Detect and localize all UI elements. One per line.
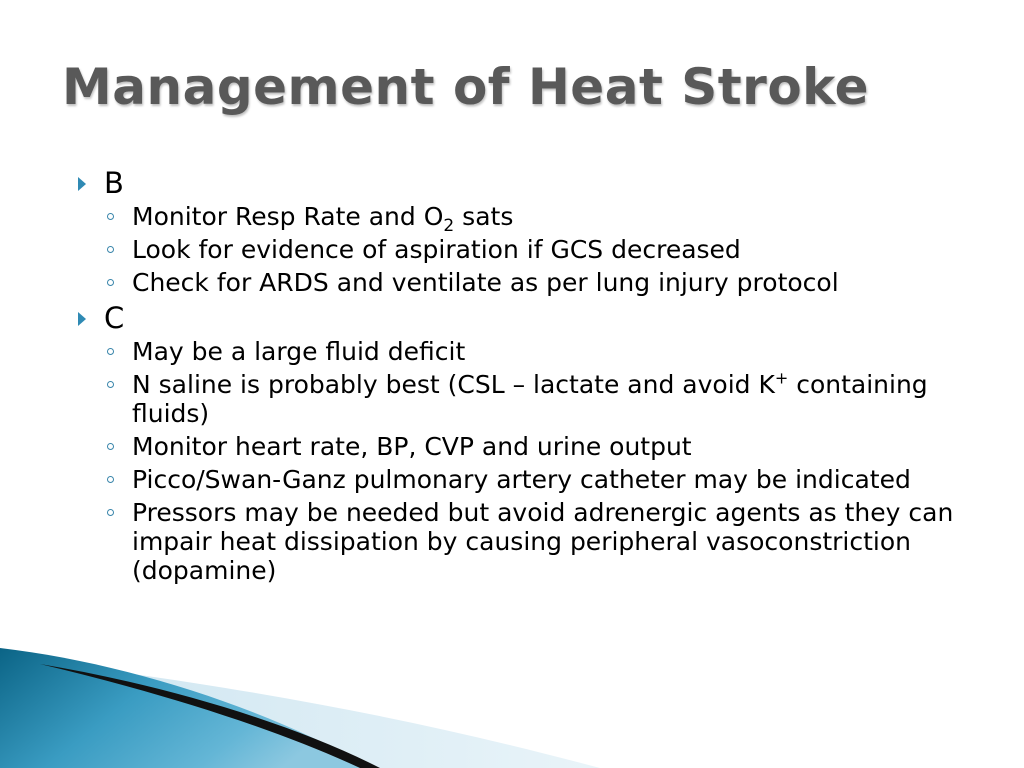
section-b <box>104 166 964 200</box>
circle-bullet-icon <box>107 476 114 483</box>
list-item: Picco/Swan-Ganz pulmonary artery catheter may be indicated <box>104 465 964 494</box>
slide-title: Management of Heat Stroke <box>62 58 870 116</box>
section-c-list <box>104 337 964 585</box>
section-label: B <box>104 166 124 200</box>
circle-bullet-icon <box>107 381 114 388</box>
circle-bullet-icon <box>107 213 114 220</box>
list-item: Check for ARDS and ventilate as per lung injury protocol <box>104 268 964 297</box>
circle-bullet-icon <box>107 443 114 450</box>
list-item: Look for evidence of aspiration if GCS decreased <box>104 235 964 264</box>
list-item: N saline is probably best (CSL – lactate and avoid K+ containing fluids) <box>104 370 964 428</box>
list-item: Monitor heart rate, BP, CVP and urine output <box>104 432 964 461</box>
arrow-bullet-icon <box>78 177 86 191</box>
arrow-bullet-icon <box>78 312 86 326</box>
section-b-list <box>104 202 964 297</box>
circle-bullet-icon <box>107 279 114 286</box>
slide-body <box>104 166 964 589</box>
circle-bullet-icon <box>107 246 114 253</box>
list-item: Pressors may be needed but avoid adrenergic agents as they can impair heat dissipation by causing peripheral vasoconstriction (dopamine) <box>104 498 964 585</box>
circle-bullet-icon <box>107 348 114 355</box>
list-item: May be a large fluid deficit <box>104 337 964 366</box>
list-item: Monitor Resp Rate and $O_2$ sats <box>104 202 964 231</box>
section-c <box>104 301 964 335</box>
section-label: C <box>104 301 125 335</box>
circle-bullet-icon <box>107 509 114 516</box>
